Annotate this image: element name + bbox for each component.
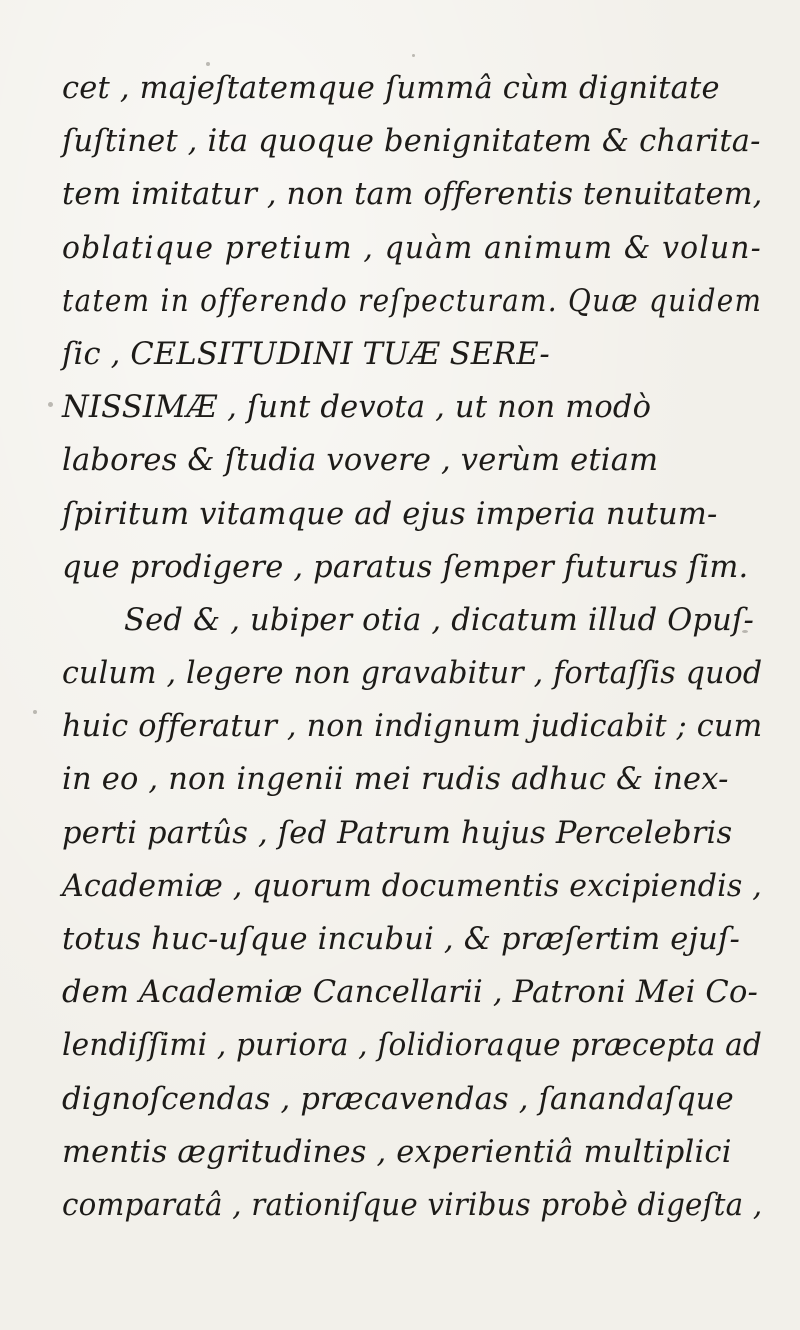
text-line: oblatique pretium , quàm animum & volun- (62, 230, 762, 266)
text-line: huic offeratur , non indignum judicabit ; cum (62, 709, 763, 745)
text-line: ſpiritum vitamque ad ejus imperia nutum- (62, 496, 718, 532)
text-line: culum , legere non gravabitur , fortaſſis quod (62, 656, 763, 692)
text-line: Sed & , ubiper otia , dicatum illud Opuſ- (124, 602, 754, 638)
text-line: comparatâ , rationiſque viribus probè digeſta , (62, 1187, 763, 1223)
text-line: mentis ægritudines , experientiâ multiplici (62, 1134, 732, 1170)
text-line: tem imitatur , non tam offerentis tenuitatem, (62, 177, 763, 213)
text-line: totus huc-uſque incubui , & præſertim ejuſ- (62, 922, 741, 957)
text-line: dignoſcendas , præcavendas , ſanandaſque (62, 1081, 734, 1117)
text-line: in eo , non ingenii mei rudis adhuc & inex- (62, 762, 729, 798)
text-line: Academiæ , quorum documentis excipiendis , (62, 868, 762, 904)
latin-text-block (62, 62, 762, 1232)
text-line: cet , majeſtatemque ſummâ cùm dignitate (62, 71, 720, 106)
text-line: tatem in offerendo reſpecturam. Quæ quidem (62, 283, 763, 319)
text-line: que prodigere , paratus ſemper futurus ſim. (62, 549, 749, 585)
text-line: ſuſtinet , ita quoque benignitatem & charita- (62, 124, 761, 160)
text-line: NISSIMÆ , ſunt devota , ut non modò (62, 390, 652, 426)
text-line: perti partûs , ſed Patrum hujus Percelebris (62, 815, 733, 851)
text-line: lendiſſimi , puriora , ſolidioraque præcepta ad (62, 1028, 763, 1064)
text-line: ſic , CELSITUDINI TUÆ SERE- (62, 336, 550, 372)
text-line: labores & ſtudia vovere , verùm etiam (62, 443, 659, 479)
text-line: dem Academiæ Cancellarii , Patroni Mei Co- (62, 975, 759, 1011)
